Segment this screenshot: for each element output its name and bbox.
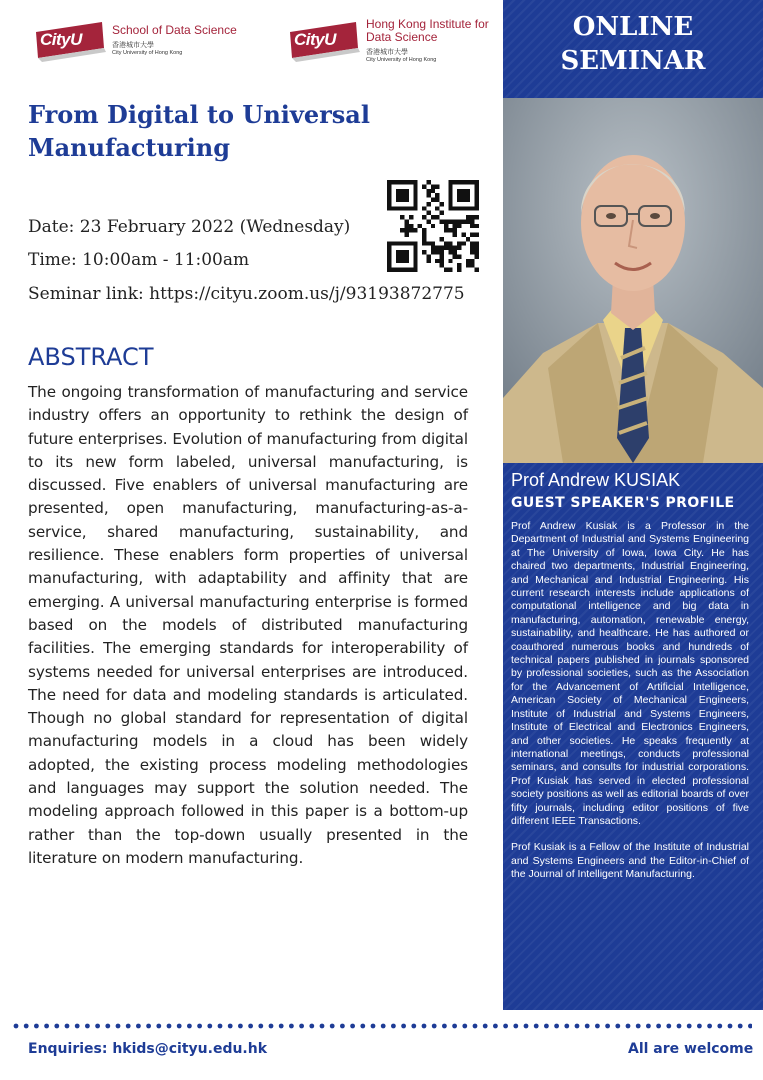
speaker-panel xyxy=(503,0,763,1010)
speaker-name: Prof Andrew KUSIAK xyxy=(511,470,681,490)
logo-name: School of Data Science xyxy=(112,23,237,37)
cityu-logo-icon: CityU xyxy=(32,18,108,62)
logo-name-line2: Data Science xyxy=(366,29,438,44)
qr-code-icon[interactable] xyxy=(387,180,479,272)
abstract-heading: ABSTRACT xyxy=(28,343,154,371)
abstract-text: The ongoing transformation of manufacturing and service industry offers an opportunity to rethink the design of future enterprises. Evolution of manufacturing from digital to its new form labeled, universal manufacturing, is discussed. Five enablers of universal manufacturing are presented, open manufacturing, manufacturing-as-a-service, shared manufacturing, sustainability, and resilience. These enablers form properties of universal manufacturing, with adaptability and affinity that are emerging. A universal manufacturing enterprise is formed based on the models of distributed manufacturing facilities. The emerging standards for interoperability of systems needed for universal enterprises are introduced. The need for data and modeling standards is articulated. Though no global standard for representation of digital manufacturing models in a cloud has been widely adopted, the existing process modeling methodologies and languages may support the solution needed. The modeling approach followed in this paper is a bottom-up rather than the top-down usually presented in the literature on modern manufacturing. xyxy=(28,383,468,867)
speaker-photo xyxy=(503,98,763,463)
seminar-link[interactable]: Seminar link: https://cityu.zoom.us/j/93193872775 xyxy=(28,284,465,304)
online-seminar-banner: ONLINE SEMINAR xyxy=(560,12,706,76)
speaker-bio-paragraph: Prof Andrew Kusiak is a Professor in the Department of Industrial and Systems Engineering at The University of Iowa, Iowa City. He has chaired two departments, Industrial Engineering, and Mechanical and Industrial Engineering. His current research interests include applications of computational intelligence and big data in manufacturing, automation, renewable energy, sustainability, and healthcare. He has authored or coauthored numerous books and hundreds of technical papers published in journals sponsored by professional societies, such as the Association for the Advancement of Artificial Intelligence, American Society of Mechanical Engineers, Institute of Industrial and Systems Engineers, Institute of Electrical and Electronics Engineers, and other societies. He speaks frequently at international meetings, conducts professional seminars, and consults for industrial corporations. Prof Kusiak has served in elected professional society positions as well as editorial boards of over fifty journals, including editor positions of five different IEEE Transactions. xyxy=(511,520,749,827)
speaker-profile-heading: GUEST SPEAKER'S PROFILE xyxy=(511,495,735,511)
logo-chinese-name: 香港城市大學 xyxy=(112,42,154,49)
speaker-bio xyxy=(511,520,749,895)
logo-chinese-name: 香港城市大學 xyxy=(366,48,408,56)
logo-name: Hong Kong Institute for xyxy=(366,16,489,31)
logo-english-name: City University of Hong Kong xyxy=(112,50,183,56)
school-of-data-science-logo xyxy=(32,14,237,66)
dotted-divider xyxy=(12,1022,752,1030)
seminar-title: From Digital to Universal Manufacturing xyxy=(28,100,370,162)
enquiries-contact[interactable]: Enquiries: hkids@cityu.edu.hk xyxy=(28,1041,268,1057)
hkids-logo xyxy=(286,14,489,66)
speaker-bio-paragraph: Prof Kusiak is a Fellow of the Institute of Industrial and Systems Engineers and the Editor-in-Chief of the Journal of Intelligent Manufacturing. xyxy=(511,841,749,881)
seminar-time: Time: 10:00am - 11:00am xyxy=(28,250,250,270)
logo-english-name: City University of Hong Kong xyxy=(366,56,437,63)
all-welcome-text: All are welcome xyxy=(628,1041,754,1057)
seminar-date: Date: 23 February 2022 (Wednesday) xyxy=(28,217,351,237)
cityu-logo-icon: CityU xyxy=(286,18,362,62)
